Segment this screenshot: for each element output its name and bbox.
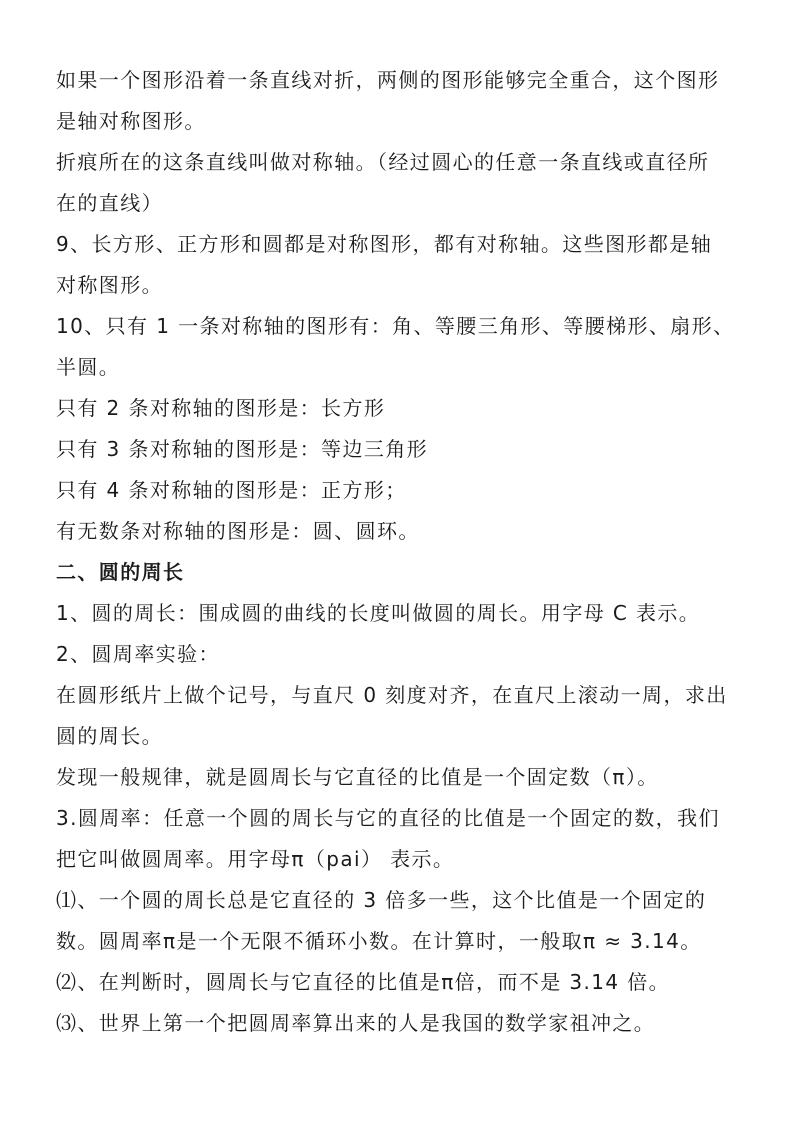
text-line: 只有 2 条对称轴的图形是：长方形 bbox=[56, 396, 386, 420]
text-line: 如果一个图形沿着一条直线对折，两侧的图形能够完全重合，这个图形 bbox=[56, 68, 720, 92]
text-line: 在圆形纸片上做个记号，与直尺 0 刻度对齐，在直尺上滚动一周，求出 bbox=[56, 683, 728, 707]
text-line: 把它叫做圆周率。用字母π（pai） 表示。 bbox=[56, 847, 455, 871]
text-line: 3.圆周率：任意一个圆的周长与它的直径的比值是一个固定的数，我们 bbox=[56, 806, 720, 830]
text-line: 圆的周长。 bbox=[56, 724, 163, 748]
text-line: 数。圆周率π是一个无限不循环小数。在计算时，一般取π ≈ 3.14。 bbox=[56, 929, 702, 953]
text-line: 有无数条对称轴的图形是：圆、圆环。 bbox=[56, 519, 420, 543]
text-line: 是轴对称图形。 bbox=[56, 109, 206, 133]
text-line: 发现一般规律，就是圆周长与它直径的比值是一个固定数（π）。 bbox=[56, 765, 659, 789]
text-line: 只有 3 条对称轴的图形是：等边三角形 bbox=[56, 437, 429, 461]
text-line: 10、只有 1 一条对称轴的图形有：角、等腰三角形、等腰梯形、扇形、 bbox=[56, 314, 735, 338]
section-heading: 二、圆的周长 bbox=[56, 560, 185, 584]
text-line: 只有 4 条对称轴的图形是：正方形； bbox=[56, 478, 407, 502]
text-line: 2、圆周率实验： bbox=[56, 642, 220, 666]
text-line: ⑴、一个圆的周长总是它直径的 3 倍多一些，这个比值是一个固定的 bbox=[56, 888, 707, 912]
text-line: 折痕所在的这条直线叫做对称轴。（经过圆心的任意一条直线或直径所 bbox=[56, 150, 710, 174]
text-line: ⑶、世界上第一个把圆周率算出来的人是我国的数学家祖冲之。 bbox=[56, 1011, 656, 1035]
text-line: 在的直线） bbox=[56, 191, 163, 215]
text-line: 半圆。 bbox=[56, 355, 121, 379]
text-line: 1、圆的周长：围成圆的曲线的长度叫做圆的周长。用字母 C 表示。 bbox=[56, 601, 701, 625]
text-line: ⑵、在判断时，圆周长与它直径的比值是π倍，而不是 3.14 倍。 bbox=[56, 970, 671, 994]
text-line: 对称图形。 bbox=[56, 273, 163, 297]
document-page bbox=[56, 60, 756, 1044]
text-line: 9、长方形、正方形和圆都是对称图形，都有对称轴。这些图形都是轴 bbox=[56, 232, 713, 256]
